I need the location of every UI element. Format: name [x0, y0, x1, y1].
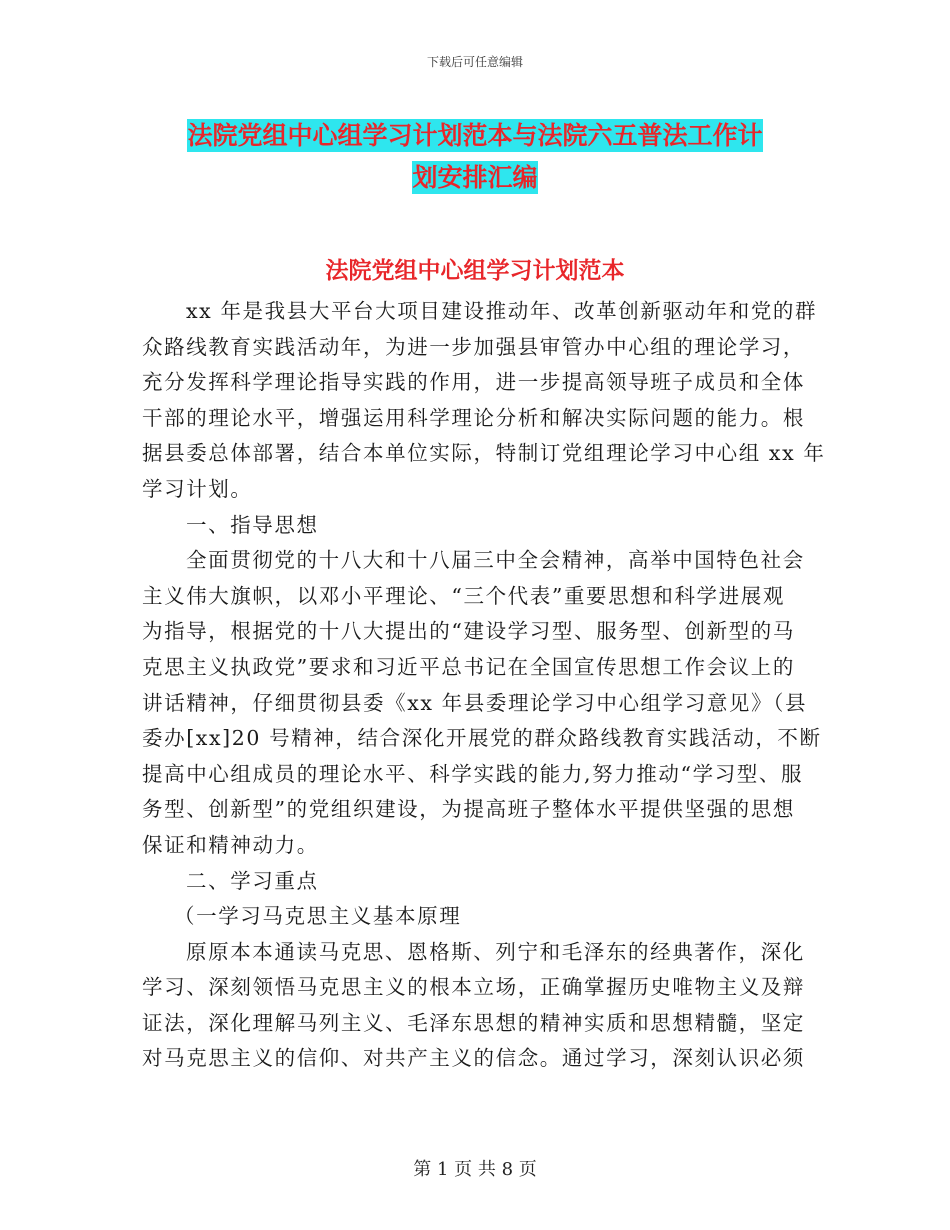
document-title-line-2: [0, 158, 950, 194]
body-line: 对马克思主义的信仰、对共产主义的信念。通过学习，深刻认识必须: [142, 1046, 805, 1071]
document-body: [142, 294, 826, 1077]
body-line: 原原本本通读马克思、恩格斯、列宁和毛泽东的经典著作，深化: [186, 939, 805, 964]
heading-study-focus: 二、学习重点: [186, 868, 319, 893]
body-line: xx 年是我县大平台大项目建设推动年、改革创新驱动年和党的群: [186, 299, 818, 323]
body-line: 学习、深刻领悟马克思主义的根本立场，正确掌握历史唯物主义及辩: [142, 975, 805, 1000]
header-note: 下载后可任意编辑: [426, 55, 523, 69]
page-number-footer: 第 1 页 共 8 页: [413, 1159, 537, 1180]
body-line: 提高中心组成员的理论水平、科学实践的能力,努力推动“学习型、服: [142, 761, 804, 786]
body-line: 委办[xx]20 号精神，结合深化开展党的群众路线教育实践活动，不断: [142, 726, 822, 751]
body-line: 充分发挥科学理论指导实践的作用，进一步提高领导班子成员和全体: [142, 370, 805, 395]
document-title-line-1-text: 法院党组中心组学习计划范本与法院六五普法工作计: [187, 121, 763, 150]
body-line: 务型、创新型”的党组织建设，为提高班子整体水平提供坚强的思想: [142, 797, 795, 822]
document-title-line-1: [0, 116, 950, 152]
section-title: 法院党组中心组学习计划范本: [325, 258, 625, 284]
body-line: 证法，深化理解马列主义、毛泽东思想的精神实质和思想精髓，坚定: [142, 1010, 805, 1035]
body-line: 为指导，根据党的十八大提出的“建设学习型、服务型、创新型的马: [142, 619, 795, 644]
heading-guiding-ideology: 一、指导思想: [186, 512, 319, 537]
body-line: 保证和精神动力。: [142, 832, 319, 857]
body-line: 讲话精神，仔细贯彻县委《xx 年县委理论学习中心组学习意见》（县: [142, 690, 808, 715]
body-line: 克思主义执政党”要求和习近平总书记在全国宣传思想工作会议上的: [142, 654, 795, 679]
body-line: 学习计划。: [142, 476, 253, 501]
body-line: 据县委总体部署，结合本单位实际，特制订党组理论学习中心组 xx 年: [142, 441, 826, 466]
body-line: 众路线教育实践活动年，为进一步加强县审管办中心组的理论学习，: [142, 334, 805, 359]
document-title-line-2-text: 划安排汇编: [412, 163, 538, 192]
subheading-marxism: （一学习马克思主义基本原理: [174, 904, 462, 929]
body-line: 全面贯彻党的十八大和十八届三中全会精神，高举中国特色社会: [186, 548, 805, 573]
body-line: 干部的理论水平，增强运用科学理论分析和解决实际问题的能力。根: [142, 405, 805, 430]
body-line: 主义伟大旗帜，以邓小平理论、“三个代表”重要思想和科学进展观: [142, 583, 785, 608]
